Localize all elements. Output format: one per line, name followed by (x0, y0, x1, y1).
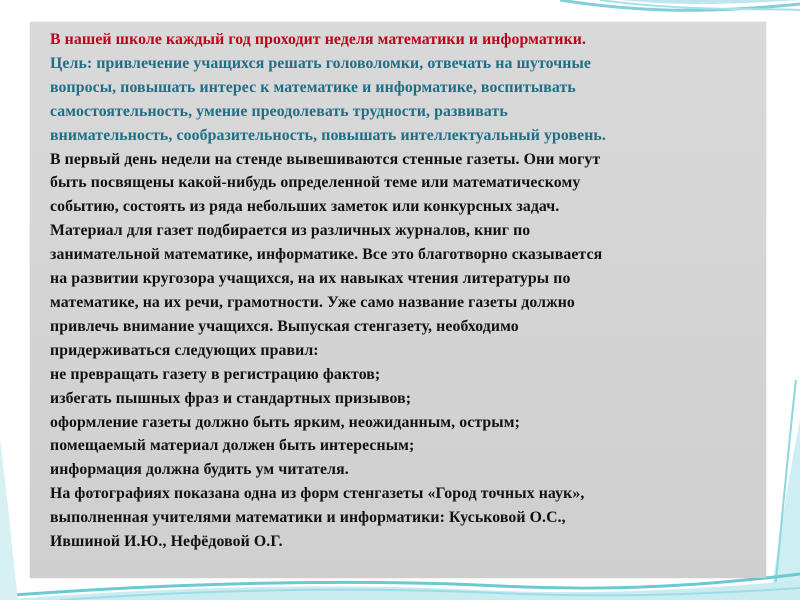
paragraph-line: занимательной математике, информатике. Все это благотворно сказывается (50, 246, 603, 264)
intro-line: В нашей школе каждый год проходит неделя математики и информатики. (50, 31, 587, 48)
text-block (50, 28, 766, 554)
paragraph-line: В первый день недели на стенде вывешиваются стенные газеты. Они могут (50, 150, 601, 168)
rule-item: не превращать газету в регистрацию фактов; (50, 365, 381, 383)
closing-line: выполненная учителями математики и информатики: Куськовой О.С., (50, 509, 566, 527)
paragraph-line: математике, на их речи, грамотности. Уже само название газеты должно (50, 293, 575, 311)
rule-item: информация должна будить ум читателя. (50, 461, 349, 479)
goal-line: внимательность, сообразительность, повышать интеллектуальный уровень. (50, 126, 606, 144)
paragraph-line: привлечь внимание учащихся. Выпуская стенгазету, необходимо (50, 317, 519, 335)
goal-line: Цель: привлечение учащихся решать головоломки, отвечать на шуточные (50, 54, 591, 72)
closing-line: На фотографиях показана одна из форм стенгазеты «Город точных наук», (50, 485, 585, 503)
paragraph-line: Материал для газет подбирается из различных журналов, книг по (50, 222, 531, 240)
paragraph-line: придерживаться следующих правил: (50, 341, 319, 359)
rule-item: помещаемый материал должен быть интересным; (50, 437, 415, 455)
paragraph-line: быть посвящены какой-нибудь определенной теме или математическому (50, 174, 581, 192)
closing-line: Ившиной И.Ю., Нефёдовой О.Г. (50, 533, 283, 551)
goal-line: вопросы, повышать интерес к математике и информатике, воспитывать (50, 78, 576, 96)
paragraph-line: событию, состоять из ряда небольших заметок или конкурсных задач. (50, 198, 560, 216)
rule-item: избегать пышных фраз и стандартных призывов; (50, 389, 412, 407)
goal-line: самостоятельность, умение преодолевать трудности, развивать (50, 102, 508, 120)
rule-item: оформление газеты должно быть ярким, неожиданным, острым; (50, 413, 520, 431)
paragraph-line: на развитии кругозора учащихся, на их навыках чтения литературы по (50, 270, 571, 288)
